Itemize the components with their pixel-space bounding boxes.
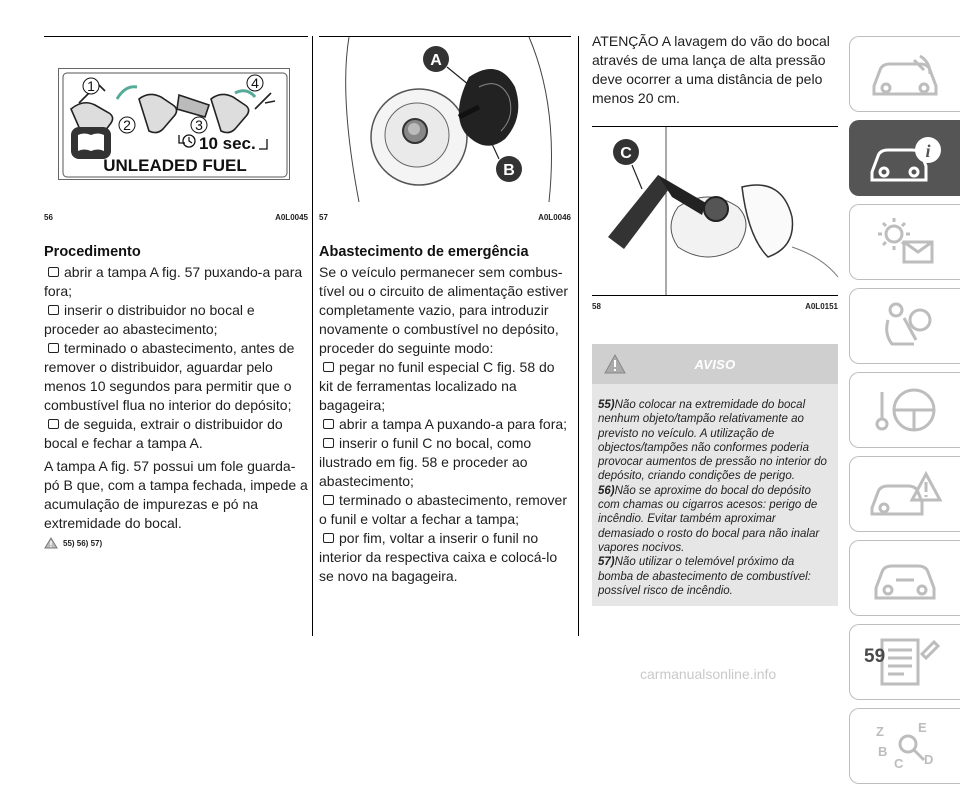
car-info-icon <box>866 130 944 186</box>
column-divider <box>312 36 313 636</box>
warning-item: 56)Não se aproxime do bocal do depósito com chamas ou cigarros acesos: perigo de incêndio. Evitar também aproximar demasiado o rosto do bocal para não inalar vapores nocivos. <box>598 484 820 554</box>
checkbox-bullet-icon <box>323 438 334 448</box>
figure-caption-56 <box>44 213 308 222</box>
checkbox-bullet-icon <box>323 533 334 543</box>
page-number: 59 <box>864 646 886 667</box>
section-heading: Abastecimento de emergência <box>319 244 529 260</box>
tab-index[interactable] <box>849 708 960 784</box>
tab-driving[interactable] <box>849 372 960 448</box>
svg-text:4: 4 <box>251 75 259 91</box>
figure-58-bottom-rule <box>592 295 838 296</box>
svg-text:B: B <box>878 744 888 759</box>
list-item: inserir o distribuidor no bocal e proceder ao abastecimento; <box>44 302 255 337</box>
list-item: terminado o abastecimento, antes de remover o distribuidor, aguardar pelo menos 10 segundos para permitir que o combustível flua no interior do depósito; <box>44 340 295 413</box>
steering-wheel-icon <box>866 382 944 438</box>
checkbox-bullet-icon <box>48 343 59 353</box>
list-item: abrir a tampa A puxando-a para fora; <box>319 415 571 434</box>
list-item: terminado o abastecimento, remover o funil e voltar a fechar a tampa; <box>319 492 567 527</box>
list-item: por fim, voltar a inserir o funil no interior da respectiva caixa e colocá-lo se novo na bagageira. <box>319 530 558 584</box>
car-dashboard-icon <box>866 46 944 102</box>
figure-56-fuel-label <box>58 68 290 180</box>
warning-item: 55)Não colocar na extremidade do bocal nenhum objeto/tampão relativamente ao previsto no veículo. A utilização de objectos/tampões não conformes poderia provocar aumentos de pressão no interior do depósito, criando condições de perigo. <box>598 399 827 483</box>
svg-text:A: A <box>430 52 442 69</box>
intro-paragraph: Se o veículo permanecer sem combus-tível ou o circuito de alimentação estiver completamente vazio, para introduzir novamente o combustível no depósito, proceder do seguinte modo: <box>319 264 569 356</box>
svg-text:D: D <box>924 752 934 767</box>
list-item: inserir o funil C no bocal, como ilustrado em fig. 58 e proceder ao abastecimento; <box>319 435 532 489</box>
svg-text:C: C <box>894 756 904 771</box>
warning-box <box>592 344 838 606</box>
svg-text:1: 1 <box>87 78 95 94</box>
procedure-list <box>44 263 308 533</box>
warning-lights-icon <box>866 214 944 270</box>
figure-57-fuel-cap <box>319 37 571 202</box>
body-paragraph: A tampa A fig. 57 possui um fole guarda-pó B que, com a tampa fechada, impede a acumulação de impurezas e pó na extremidade do bocal. <box>44 458 308 531</box>
list-item: abrir a tampa A fig. 57 puxando-a para fora; <box>44 264 303 299</box>
chapter-tabs <box>849 36 960 792</box>
checkbox-bullet-icon <box>323 495 334 505</box>
figure-code: A0L0046 <box>538 213 571 222</box>
fuel-label-illustration <box>59 69 291 181</box>
column-procedure <box>44 243 308 549</box>
column-emergency <box>319 243 571 586</box>
svg-text:2: 2 <box>123 117 131 133</box>
checkbox-bullet-icon <box>48 419 59 429</box>
svg-text:UNLEADED FUEL: UNLEADED FUEL <box>103 156 247 175</box>
tab-dashboard[interactable] <box>849 36 960 112</box>
figure-caption-57 <box>319 213 571 222</box>
figure-number: 56 <box>44 213 53 222</box>
tab-car-info[interactable] <box>849 120 960 196</box>
figure-number: 58 <box>592 302 601 311</box>
column-divider <box>578 36 579 636</box>
tab-safety[interactable] <box>849 288 960 364</box>
svg-text:C: C <box>620 145 632 162</box>
section-heading: Procedimento <box>44 244 141 260</box>
list-item: de seguida, extrair o distribuidor do bocal e fechar a tampa A. <box>44 416 283 451</box>
figure-code: A0L0045 <box>275 213 308 222</box>
index-icon <box>866 718 944 774</box>
warning-triangle-icon <box>604 354 626 374</box>
car-emergency-icon <box>866 466 944 522</box>
car-maintenance-icon <box>866 550 944 606</box>
svg-text:i: i <box>925 141 931 161</box>
svg-text:Z: Z <box>876 724 884 739</box>
tab-warning-lights[interactable] <box>849 204 960 280</box>
warning-references: 55) 56) 57) <box>44 537 308 549</box>
warning-triangle-icon <box>44 537 58 549</box>
warning-items <box>592 384 838 606</box>
figure-number: 57 <box>319 213 328 222</box>
top-rule <box>44 36 308 37</box>
checkbox-bullet-icon <box>48 267 59 277</box>
column-attention <box>592 32 838 108</box>
warning-title: AVISO <box>694 356 736 372</box>
svg-text:10 sec.: 10 sec. <box>199 134 256 153</box>
tab-emergency[interactable] <box>849 456 960 532</box>
svg-text:B: B <box>503 162 515 179</box>
checkbox-bullet-icon <box>323 362 334 372</box>
airbag-seat-icon <box>866 298 944 354</box>
watermark: carmanualsonline.info <box>640 666 777 682</box>
tab-maintenance[interactable] <box>849 540 960 616</box>
svg-text:E: E <box>918 720 927 735</box>
figure-code: A0L0151 <box>805 302 838 311</box>
warning-header <box>592 344 838 384</box>
svg-text:3: 3 <box>195 117 203 133</box>
manual-book-icon <box>71 127 111 159</box>
figure-58-funnel <box>592 127 838 295</box>
emergency-procedure <box>319 263 571 586</box>
list-item: pegar no funil especial C fig. 58 do kit de ferramentas localizado na bagageira; <box>319 359 555 413</box>
figure-caption-58 <box>592 302 838 311</box>
warning-item: 57)Não utilizar o telemóvel próximo da bomba de abastecimento de combustível: possível risco de incêndio. <box>598 556 811 597</box>
attention-paragraph: ATENÇÃO A lavagem do vão do bocal através de uma lança de alta pressão deve ocorrer a uma distância de pelo menos 20 cm. <box>592 33 830 106</box>
checkbox-bullet-icon <box>323 419 334 429</box>
checkbox-bullet-icon <box>48 305 59 315</box>
